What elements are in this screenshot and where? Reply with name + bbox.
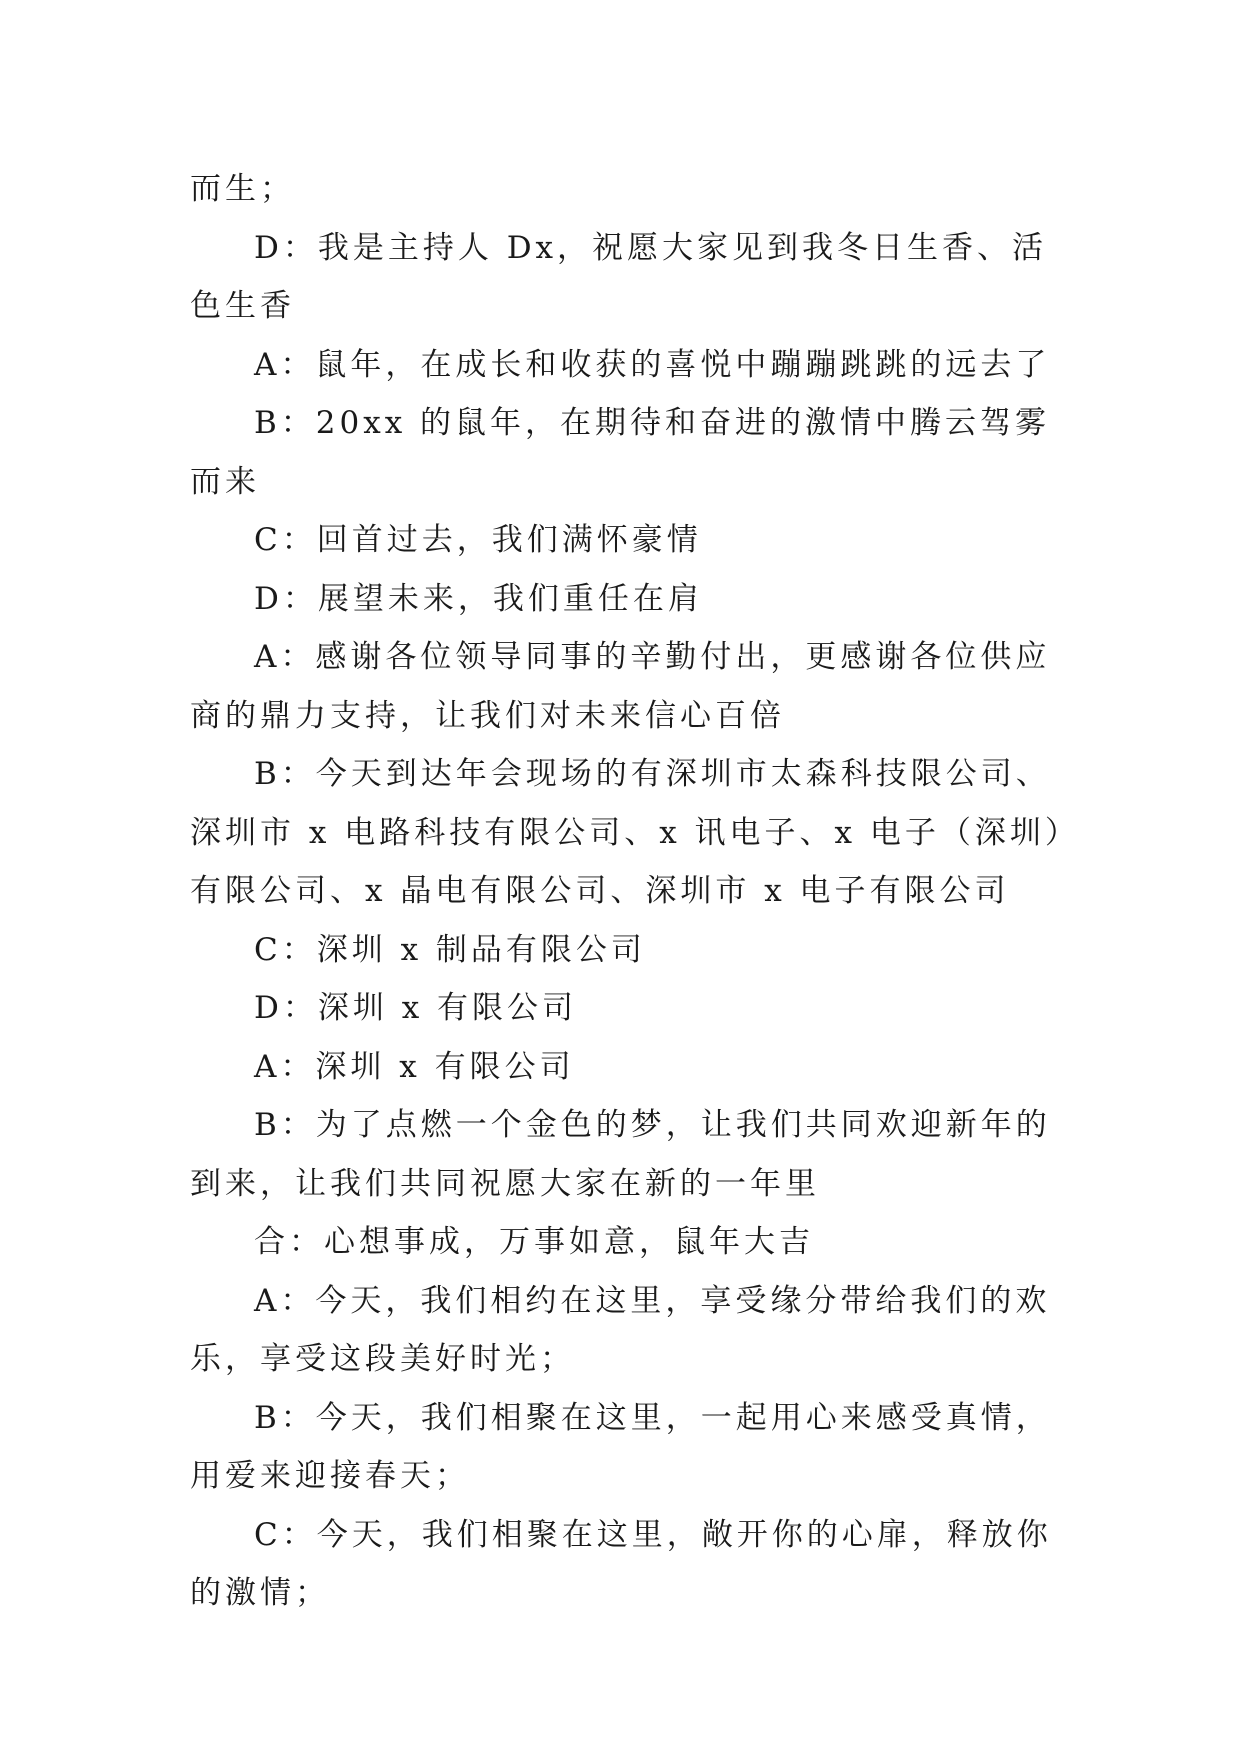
paragraph-13: A：今天，我们相约在这里，享受缘分带给我们的欢乐，享受这段美好时光； [190, 1282, 1051, 1377]
paragraph-3: B：20xx 的鼠年，在期待和奋进的激情中腾云驾雾而来 [190, 405, 1051, 500]
paragraph-0: 而生； [190, 171, 295, 207]
document-body [190, 160, 1070, 1623]
paragraph-5: D：展望未来，我们重任在肩 [254, 580, 703, 617]
paragraph-14: B：今天，我们相聚在这里，一起用心来感受真情，用爱来迎接春天； [190, 1399, 1051, 1494]
paragraph-9: D：深圳 x 有限公司 [254, 990, 578, 1026]
paragraph-12: 合：心想事成，万事如意，鼠年大吉 [254, 1224, 814, 1260]
paragraph-2: A：鼠年，在成长和收获的喜悦中蹦蹦跳跳的远去了 [254, 346, 1051, 383]
paragraph-8: C：深圳 x 制品有限公司 [254, 931, 646, 968]
paragraph-4: C：回首过去，我们满怀豪情 [254, 522, 702, 558]
paragraph-10: A：深圳 x 有限公司 [254, 1048, 575, 1085]
paragraph-7: B：今天到达年会现场的有深圳市太森科技限公司、深圳市 x 电路科技有限公司、x 讯电子、x 电子（深圳）有限公司、x 晶电有限公司、深圳市 x 电子有限公司 [190, 756, 1065, 909]
paragraph-15: C：今天，我们相聚在这里，敞开你的心扉，释放你的激情； [190, 1516, 1052, 1611]
paragraph-1: D：我是主持人 Dx，祝愿大家见到我冬日生香、活色生香 [190, 229, 1048, 324]
paragraph-11: B：为了点燃一个金色的梦，让我们共同欢迎新年的到来，让我们共同祝愿大家在新的一年里 [190, 1107, 1051, 1202]
paragraph-6: A：感谢各位领导同事的辛勤付出，更感谢各位供应商的鼎力支持，让我们对未来信心百倍 [190, 639, 1051, 734]
